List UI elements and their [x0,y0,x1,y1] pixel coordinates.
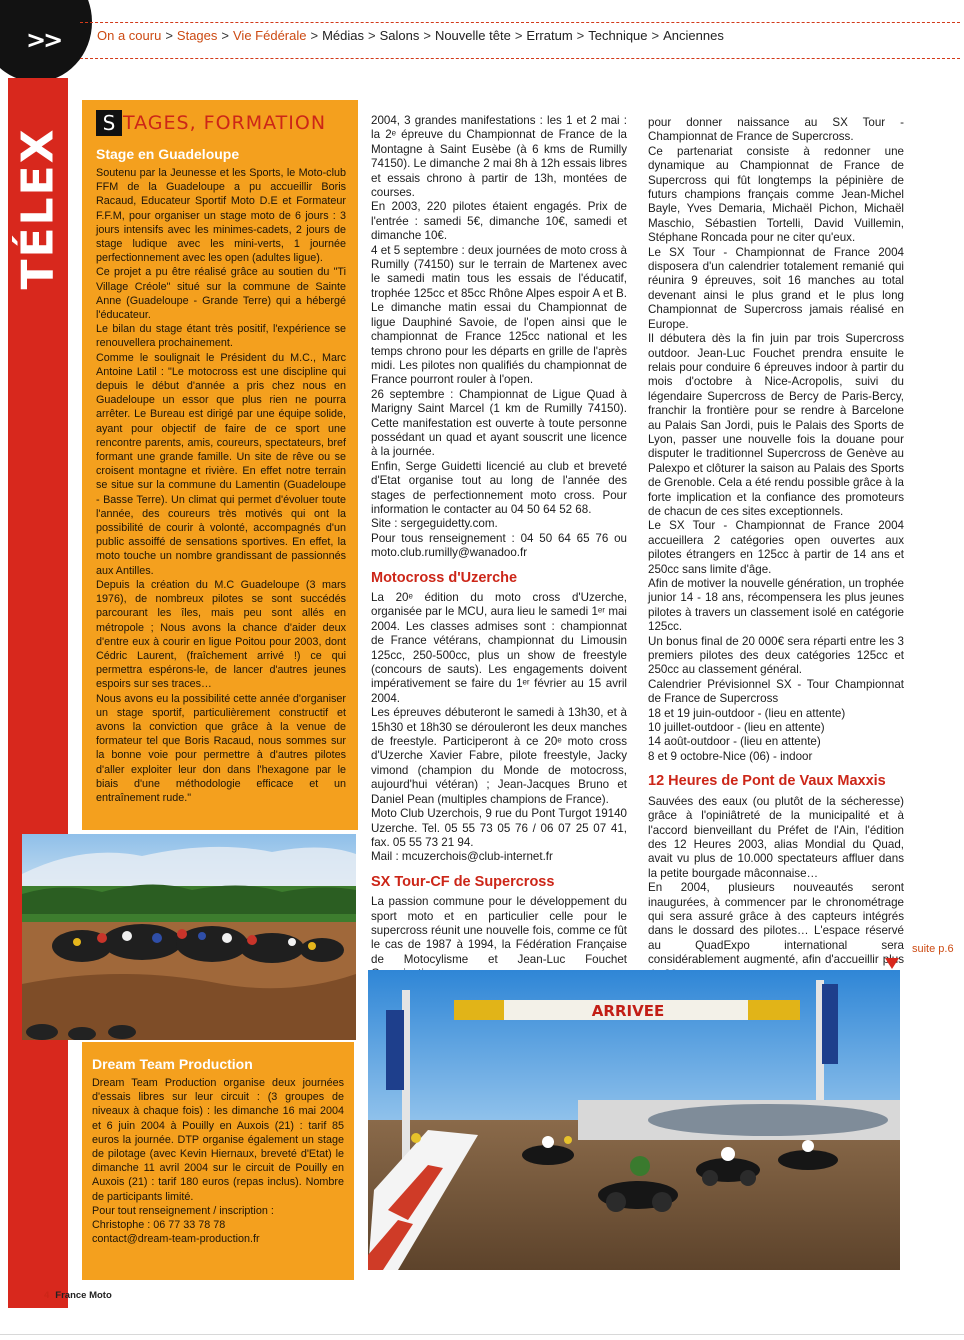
magazine-name: France Moto [55,1290,112,1301]
breadcrumb-separator: > [423,28,431,43]
uzerche-heading: Motocross d'Uzerche [371,569,518,586]
breadcrumb-item-anciennes[interactable]: Anciennes [663,28,724,43]
breadcrumb-separator: > [368,28,376,43]
col2-paragraph: 2004, 3 grandes manifestations : les 1 et 2 mai : la 2ᵉ épreuve du Championnat de France de la Montagne à Saint Eusèbe (à 6 kms de Rumilly 74150). Le dimanche 2 mai 8h à 12h essais libres et essais chrono à partir de 13h, montées de courses. [371,114,627,200]
breadcrumb-dotted-rule [80,58,960,59]
col2-paragraph: En 2003, 220 pilotes étaient engagés. Prix de l'entrée : samedi 5€, dimanche 10€, samedi et dimanche 10€. [371,200,627,243]
continued-link[interactable]: suite p.6 [912,943,954,955]
breadcrumb-item-nouvelle-tete[interactable]: Nouvelle tête [434,28,511,43]
calendar-item: 18 et 19 juin-outdoor - (lieu en attente) [648,706,846,720]
col2-paragraph: 4 et 5 septembre : deux journées de moto cross à Rumilly (74150) sur le terrain de Martenex avec le samedi matin tous les essais de l'éducatif, trophée 125cc et 85cc Rhône Alpes espoir A et B. Le dimanche matin essai du Championnat de ligue Dauphiné Savoie, de l'open ainsi que le championnat de France 125cc national et les temps chrono pour les départs en grille de l'après midi. Les pilotes non qualifiés du championnat de France pourront rouler à l'open. [371,243,627,387]
dream-team-heading: Dream Team Production [92,1056,253,1072]
breadcrumb-item-vie-federale[interactable]: Vie Fédérale [233,28,307,43]
breadcrumb-item-technique[interactable]: Technique [588,28,648,43]
breadcrumb-item-erratum[interactable]: Erratum [526,28,573,43]
stages-title-rest: TAGES, FORMATION [123,112,327,134]
breadcrumb-separator: > [221,28,229,43]
pont-de-vaux-heading: 12 Heures de Pont de Vaux Maxxis [648,773,886,790]
breadcrumb-separator: > [576,28,585,43]
dream-team-box [82,1042,354,1280]
sx-tour-paragraph: La passion commune pour le développement du sport moto et en particulier celle pour le supercross réunit une nouvelle fois, comme ce fût le cas de 1987 à 1994, la Fédération Française de Motocylisme et Jean-Luc Fouchet [371,895,627,966]
col3-paragraph: Il débutera dès la fin juin par trois Supercross outdoor. Jean-Luc Fouchet prendra ensuite le relais pour conduire 6 épreuves indoor à partir du mois d'octobre à Nice-Acropolis, suivi du légendaire Supercross de Bercy de Paris-Bercy, franchir la frontière pour se rendre à Barcelone au Palais San Jordi, puis le Palais des Sports de Lyon, passer une nouvelle fois la douane pour disputer le traditionnel Supercross de Genève au Palexpo et clôturer la saison au Palais des Sports de Grenoble. Cela a été rendu possible grâce à la forte implication et la confiance des promoteurs de chacun de ces sites exceptionnels. [648,332,904,518]
stages-box [82,100,358,830]
breadcrumb-item-stages[interactable]: Stages [176,28,218,43]
col3-paragraph: Afin de motiver la nouvelle génération, un trophée junior 14 - 18 ans, récompensera les plus jeunes pilotes à travers un classement isolé en catégorie 125cc. [648,577,904,634]
finish-banner-text: ARRIVEE [591,1002,665,1020]
section-label: TÉLEX [12,126,64,290]
col3-paragraph: Un bonus final de 20 000€ sera réparti entre les 3 premiers pilotes des deux catégories 125cc et 250cc au classement général. [648,634,904,677]
col3-paragraph: Le SX Tour - Championnat de France 2004 accueillera 2 catégories open ouvertes aux pilotes étrangers en 125cc à partir de 14 ans et 250cc sans limite d'âge. [648,519,904,576]
col3-paragraph: pour donner naissance au SX Tour - Championnat de France de Supercross. [648,116,904,144]
down-triangle-icon [885,958,899,969]
breadcrumb-separator: > [651,28,660,43]
breadcrumb-separator: > [514,28,523,43]
pont-de-vaux-paragraph: En 2004, plusieurs nouveautés seront inaugurées, à commencer par le chronométrage qui sera assuré grâce à des capteurs intégrés dans le dossard des pilotes… L'espace réservé au QuadExpo international sera considérablement augmenté, afin d'accueillir plus [648,881,904,967]
breadcrumb [97,28,957,43]
calendar-item: 8 et 9 octobre-Nice (06) - indoor [648,749,813,763]
uzerche-paragraph: Mail : mcuzerchois@club-internet.fr [371,850,553,864]
calendar-title: Calendrier Prévisionnel SX - Tour Championnat de France de Supercross [648,677,904,706]
guadeloupe-group-photo [22,834,356,1040]
breadcrumb-item-salons[interactable]: Salons [379,28,420,43]
column-3 [648,116,904,982]
uzerche-paragraph: La 20ᵉ édition du moto cross d'Uzerche, organisée par le MCU, aura lieu le samedi 1ᵉʳ mai 2004. Les classes admises sont : championnat de France vétérans, championnat du Limousin 125cc, 250-500cc, plus un show de freestyle (concours de sauts). Les engagements doivent impérativement se faire du 1ᵉʳ février au 15 avril 2004. [371,591,627,705]
col2-paragraph: Site : sergeguidetty.com. [371,517,498,531]
stages-text: Soutenu par la Jeunesse et les Sports, le Moto-club FFM de la Guadeloupe a pu accueillir Boris Racaud, Educateur Sportif Moto D.E et Formateur F.F.M, pour organiser un stage moto de 6 jours : 3 jours intensifs avec les minimes-cadets, 2 jours de stage ludique avec les mini-verts, 1 journée perfectionnement avec les open (adultes ligue). Ce projet a pu être réalisé grâce au soutien du "Ti Village Créole" situé sur la commune de Sainte Anne (Guadeloupe - Grande Terre) qui a hébergé l'éducateur. Le bilan du stage étant très positif, l'expérience se renouvellera prochainement. Comme le soulignait le Président du M.C., Marc Antoine Latil : "Le motocross est une discipline qui depuis le début d'année a pris chez nous en Guadeloupe un essor que plus rien ne pourra arrêter. Le Bureau est dirigé par une équipe solide, ayant pour objectif de faire de ce sport une rencontre parents, amis, coureurs, spectateurs, bref formant une grande famille. Un site de rêve ou se croisent montagne et rivière. En effet notre terrain se situe sur la commune du Lamentin (Guadeloupe - Basse Terre). Un climat qui permet d'évoluer toute l'année, des coureurs très motivés qui ont la possibilité de courir à volonté, accompagnés d'un public assoiffé de sensations sportives. En effet, la moto touche un nombre grandissant de passionnés aux Antilles. Depuis la création du M.C Guadeloupe (3 mars 1976), de nombreux pilotes se sont succédés parcourant les îles, mais peu sont allés en métropole ; Nous avons la chance d'aider deux d'entre eux à courir en ligue Poitou pour 2003, dont Cédric Laurent, (fraîchement arrivé !) ce qui permettra espérons-le, de lancer d'autres jeunes espoirs sur ses traces… Nous avons eu la possibilité cette année d'organiser un stage sportif, particulièrement constructif et avons la conviction que grâce à la venue de formateur tel que Boris Racaud, nous sommes sur la bonne voie pour permettre à d'autres pilotes d'aller exploiter leur don dans l'hexagone par le biais d'une méthodologie efficace et un entraînement rude." [96,167,346,804]
col3-paragraph: Ce partenariat consiste à redonner une dynamique au Championnat de France de Supercross qui fût longtemps la pépinière de futurs champions français comme Jean-Michel Bayle, Yves Demaria, Michaël Pichon, Michaël Maschio, Sébastien Tortelli, David Vuillemin, Stéphane Roncada pour ne citer qu'eux. [648,144,904,245]
sx-tour-heading: SX Tour-CF de Supercross [371,873,555,890]
page-number: 4 [44,1290,50,1301]
uzerche-paragraph: Les épreuves débuteront le samedi à 13h30, et à 15h30 et 18h30 se dérouleront les deux manches de freestyle. Participeront à ce 20ᵉ moto cross d'Uzerche Xavier Fabre, pilote freestyle, Jacky vimond (champion du Monde de motocross, aujourd'hui vétéran) ; Jean-Jacques Bruno et Daniel Pean (multiples champions de France). [371,706,627,806]
stages-title [96,110,346,136]
bottom-rule [0,1334,964,1335]
col2-paragraph: 26 septembre : Championnat de Ligue Quad à Marigny Saint Marcel (1 km de Rumilly 74150). Cette manifestation est ouverte à toute personne possédant un quad et ayant souscrit une licence à la journée. [371,387,627,459]
breadcrumb-item-on-a-couru[interactable]: On a couru [97,28,162,43]
stages-title-initial: S [96,110,122,136]
calendar-item: 14 août-outdoor - (lieu en attente) [648,735,821,749]
column-2 [371,114,627,982]
dream-team-text: Dream Team Production organise deux journées d'essais libres sur leur circuit : (3 groupes de niveaux à chaque fois) : les dimanche 16 mai 2004 et 6 juin 2004 à Pouilly en Auxois (21) : tarif 85 euros la journée. DTP organise également un stage de pilotage (avec Kevin Hiernaux, breveté d'Etat) le dimanche 11 avril 2004 sur le circuit de Pouilly en Auxois (21) : tarif 180 euros (repas inclus). Nombre de participants limité. Pour tout renseignement / inscription : Christophe : 06 77 33 78 78 contact@dream-team-production.fr [92,1077,344,1246]
stages-heading: Stage en Guadeloupe [96,146,240,162]
breadcrumb-item-medias[interactable]: Médias [322,28,364,43]
breadcrumb-separator: > [165,28,173,43]
page-footer [44,1290,112,1301]
col2-paragraph: Pour tous renseignement : 04 50 64 65 76 ou moto.club.rumilly@wanadoo.fr [371,531,627,560]
top-dotted-rule [80,22,960,23]
quad-race-photo [368,970,900,1270]
double-arrow-icon: >> [26,26,61,54]
col3-paragraph: Le SX Tour - Championnat de France 2004 disposera d'un calendrier totalement remanié qui réunira 9 épreuves, soit 16 manches au total devenant ainsi le plus grand et le plus long Championnat de Supercross jamais réalisé en Europe. [648,245,904,331]
pont-de-vaux-paragraph: Sauvées des eaux (ou plutôt de la sécheresse) grâce à l'opiniâtreté de la municipalité et à l'accord bienveillant du Préfet de l'Ain, l'édition des 12 Heures 2003, alias Mondial du Quad, avait vu plus de 10.000 spectateurs affluer dans la petite bourgade mâconnaise… [648,794,904,880]
col2-paragraph: Enfin, Serge Guidetti licencié au club et breveté d'Etat organise tout au long de l'année des stages de perfectionnement moto cross. Pour information le contacter au 04 50 64 52 68. [371,459,627,516]
uzerche-paragraph: Moto Club Uzerchois, 9 rue du Pont Turgot 19140 Uzerche. Tel. 05 55 73 05 76 / 06 07 25 07 41, fax. 05 55 73 21 94. [371,807,627,849]
calendar-item: 10 juillet-outdoor - (lieu en attente) [648,721,825,735]
breadcrumb-separator: > [310,28,319,43]
